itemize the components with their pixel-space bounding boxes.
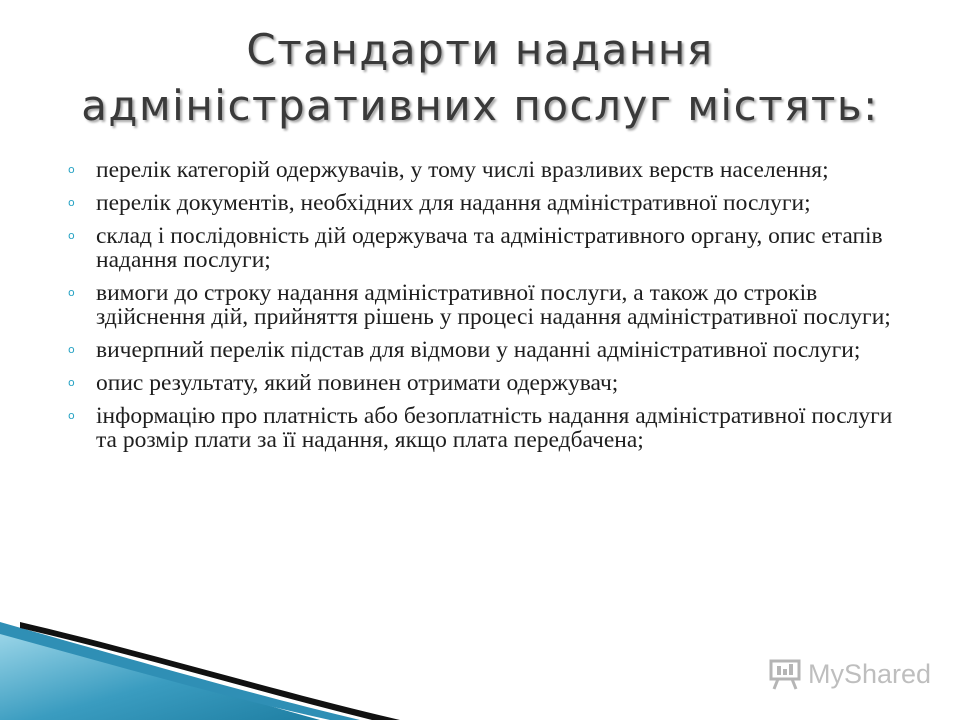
bullet-icon: o [68, 286, 75, 299]
list-item [68, 371, 908, 395]
list-item [68, 191, 908, 215]
list-item [68, 404, 908, 452]
list-item [68, 224, 908, 272]
bullet-list [68, 158, 908, 461]
list-item-text: опис результату, який повинен отримати одержувач; [96, 370, 619, 396]
watermark-text: MyShared [808, 658, 932, 689]
list-item-text: вичерпний перелік підстав для відмови у наданні адміністративної послуги; [96, 337, 861, 363]
presentation-board-icon [768, 657, 802, 691]
list-item-text: перелік категорій одержувачів, у тому числі вразливих верств населення; [96, 157, 829, 183]
list-item-text: вимоги до строку надання адміністративної послуги, а також до строків здійснення дій, прийняття рішень у процесі надання адміністративної послуги; [96, 280, 891, 330]
bullet-icon: o [68, 343, 75, 356]
watermark [768, 654, 931, 694]
list-item [68, 158, 908, 182]
bullet-icon: o [68, 376, 75, 389]
bullet-icon: o [68, 196, 75, 209]
list-item [68, 338, 908, 362]
list-item-text: склад і послідовність дій одержувача та адміністративного органу, опис етапів надання послуги; [96, 223, 883, 273]
list-item-text: інформацію про платність або безоплатність надання адміністративної послуги та розмір плати за її надання, якщо плата передбачена; [96, 403, 893, 453]
bullet-icon: o [68, 409, 75, 422]
bullet-icon: o [68, 229, 75, 242]
decorative-swoosh [0, 600, 400, 720]
list-item [68, 281, 908, 329]
bullet-icon: o [68, 163, 75, 176]
slide-title: Стандарти надання адміністративних послуг містять: [81, 25, 879, 130]
list-item-text: перелік документів, необхідних для надання адміністративної послуги; [96, 190, 811, 216]
